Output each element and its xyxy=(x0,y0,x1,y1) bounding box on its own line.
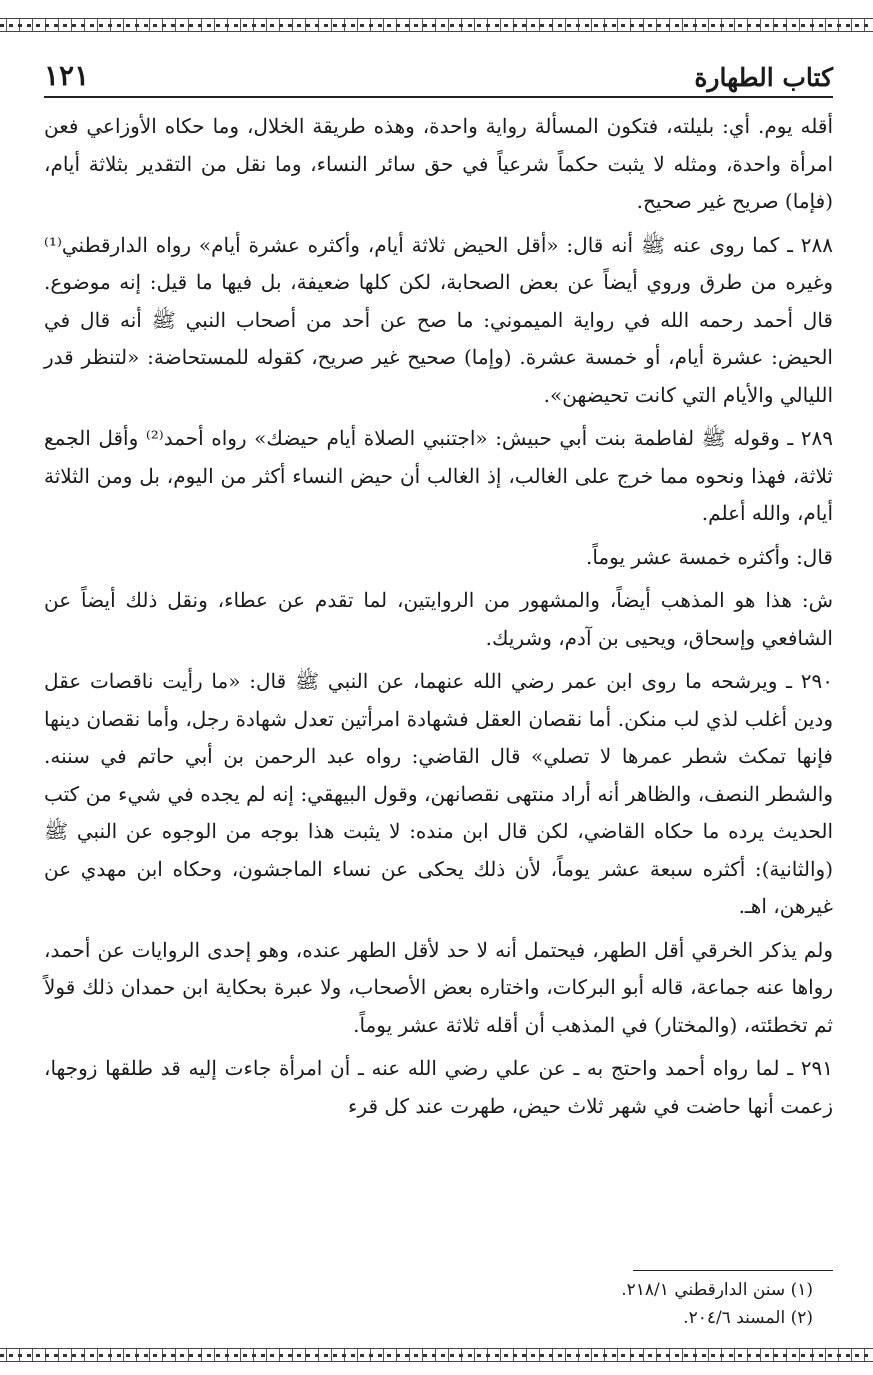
paragraph: أقله يوم. أي: بليلته، فتكون المسألة رواية واحدة، وهذه طريقة الخلال، وما حكاه الأوزاعي فعن امرأة واحدة، ومثله لا يثبت حكماً شرعياً في حق سائر النساء، وما نقل من التقدير بثلاثة أيام، (فإما) صريح غير صحيح. xyxy=(44,114,833,213)
page-number: ١٢١ xyxy=(44,59,90,92)
footnote-item: (١) سنن الدارقطني ٢١٨/١. xyxy=(621,1280,813,1300)
running-title: كتاب الطهارة xyxy=(694,63,833,92)
page-body xyxy=(44,108,833,1131)
paragraph: ٢٨٨ ـ كما روى عنه ﷺ أنه قال: «أقل الحيض ثلاثة أيام، وأكثره عشرة أيام» رواه الدارقطني⁽¹⁾ وغيره من طرق وروي أيضاً عن بعض الصحابة، لكن كلها ضعيفة، بل فيها ما قيل: إنه موضوع. قال أحمد رحمه الله في رواية الميموني: ما صح عن أحد من أصحاب النبي ﷺ أنه قال في الحيض: عشرة أيام، أو خمسة عشرة. (وإما) صحيح غير صريح، كقوله للمستحاضة: «لتنظر قدر الليالي والأيام التي كانت تحيضهن». xyxy=(44,232,833,407)
paragraph: ش: هذا هو المذهب أيضاً، والمشهور من الروايتين، لما تقدم عن عطاء، ونقل ذلك أيضاً عن الشافعي وإسحاق، ويحيى بن آدم، وشريك. xyxy=(44,588,833,650)
page-header xyxy=(44,52,833,98)
paragraph: ٢٨٩ ـ وقوله ﷺ لفاطمة بنت أبي حبيش: «اجتنبي الصلاة أيام حيضك» رواه أحمد⁽²⁾ وأقل الجمع ثلاثة، فهذا ونحوه مما خرج على الغالب، إذ الغالب أن حيض النساء أكثر من اليوم، بل ومن الثلاثة أيام، والله أعلم. xyxy=(44,426,833,525)
paragraph: قال: وأكثره خمسة عشر يوماً. xyxy=(585,544,833,569)
footnote-separator xyxy=(633,1270,833,1271)
footnote-item: (٢) المسند ٢٠٤/٦. xyxy=(683,1308,813,1328)
paragraph: ٢٩٠ ـ ويرشحه ما روى ابن عمر رضي الله عنهما، عن النبي ﷺ قال: «ما رأيت ناقصات عقل ودين أغلب لذي لب منكن. أما نقصان العقل فشهادة امرأتين تعدل شهادة رجل، وأما نقصان دينها فإنها تمكث شطر عمرها لا تصلي» قال القاضي: رواه عبد الرحمن بن أبي حاتم في سننه. والشطر النصف، والظاهر أنه أراد منتهى نقصانهن، وقول البيهقي: إنه لم يجده في شيء من كتب الحديث يرده ما حكاه القاضي، لكن قال ابن منده: لا يثبت هذا بوجه من الوجوه عن النبي ﷺ (والثانية): أكثره سبعة عشر يوماً، لأن ذلك يحكى عن نساء الماجشون، وحكاه ابن مهدي عن غيرهن، اهـ. xyxy=(44,669,834,918)
paragraph: ولم يذكر الخرقي أقل الطهر، فيحتمل أنه لا حد لأقل الطهر عنده، وهو إحدى الروايات عن أحمد، رواها عنه جماعة، قاله أبو البركات، واختاره بعض الأصحاب، ولا عبرة بحكاية ابن حمدان ذلك قولاً ثم تخطئته، (والمختار) في المذهب أن أقله ثلاثة عشر يوماً. xyxy=(44,937,833,1037)
bottom-ornamental-border xyxy=(0,1348,873,1362)
top-ornamental-border xyxy=(0,18,873,32)
footnotes xyxy=(44,1276,813,1332)
paragraph: ٢٩١ ـ لما رواه أحمد واحتج به ـ عن علي رضي الله عنه ـ أن امرأة جاءت إليه قد طلقها زوجها، زعمت أنها حاضت في شهر ثلاث حيض، طهرت عند كل قرء xyxy=(44,1056,833,1118)
